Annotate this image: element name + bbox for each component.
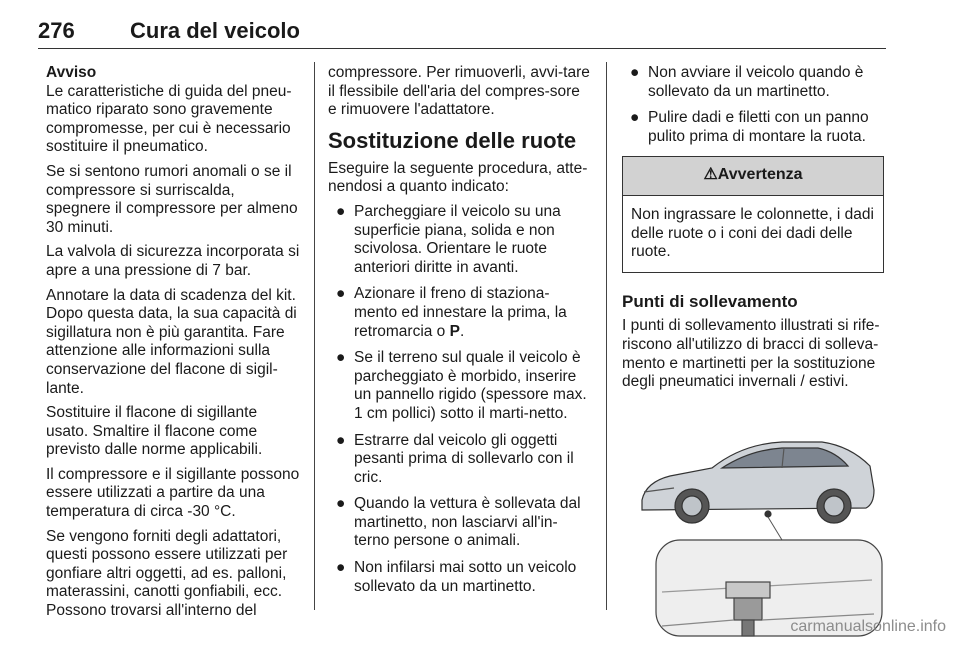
paragraph: Il compressore e il sigillante possono essere utilizzati a partire da una temperatura di circa -30 °C. (46, 465, 300, 521)
bullet-icon: ● (336, 285, 346, 303)
bullet-icon: ● (336, 495, 346, 513)
car-lifting-illustration (622, 422, 884, 640)
paragraph: La valvola di sicurezza incorporata si apre a una pressione di 7 bar. (46, 243, 300, 279)
list-item: ● Parcheggiare il veicolo su una superficie piana, solida e non scivolosa. Orientare le ruote anteriori diritte in avanti. (336, 202, 561, 276)
bullet-icon: ● (630, 64, 640, 81)
page-header (38, 18, 886, 50)
section-title: Cura del veicolo (130, 18, 300, 43)
bullet-icon: ● (336, 349, 346, 367)
list-item: ● Pulire dadi e filetti con un panno pulito prima di montare la ruota. (630, 109, 869, 145)
list-item: ● Azionare il freno di staziona-mento ed innestare la prima, la retromarcia o P. (336, 285, 567, 340)
warning-title: ⚠Avvertenza (623, 157, 883, 196)
gear-letter: P (449, 322, 460, 340)
notice-heading: Avviso (46, 64, 97, 81)
column-divider-2 (606, 62, 607, 610)
bullet-icon: ● (336, 559, 346, 577)
procedure-list-continued (622, 64, 884, 146)
warning-box (622, 156, 884, 272)
paragraph: Se vengono forniti degli adattatori, questi possono essere utilizzati per gonfiare altri oggetti, ad es. palloni, materassini, canotti gonfiabili, ecc. Possono trovarsi all'interno del (46, 527, 288, 620)
paragraph: Sostituire il flacone di sigillante usato. Smaltire il flacone come previsto dalle norme applicabili. (46, 404, 263, 459)
header-rule (38, 48, 886, 49)
paragraph: Se si sentono rumori anomali o se il compressore si surriscalda, spegnere il compressore per almeno 30 minuti. (46, 162, 298, 236)
section-heading: Sostituzione delle ruote (328, 127, 577, 153)
procedure-list (328, 203, 590, 596)
lead-paragraph: Eseguire la seguente procedura, atte-nendosi a quanto indicato: (328, 159, 588, 196)
watermark: carmanualsonline.info (790, 618, 946, 635)
list-item: ● Estrarre dal veicolo gli oggetti pesanti prima di sollevarlo con il cric. (336, 431, 574, 486)
page-number: 276 (38, 18, 75, 43)
column-2 (328, 64, 590, 604)
paragraph: Le caratteristiche di guida del pneu-matico riparato sono gravemente compromesse, per cui è necessario sostituire il pneumatico. (46, 82, 292, 156)
column-divider-1 (314, 62, 315, 610)
paragraph: compressore. Per rimuoverli, avvi-tare il flessibile dell'aria del compres-sore e rimuovere l'adattatore. (328, 64, 590, 119)
list-item: ● Se il terreno sul quale il veicolo è parcheggiato è morbido, inserire un pannello rigido (spessore max. 1 cm pollici) sotto il marti-netto. (336, 349, 587, 422)
car-icon (642, 442, 874, 523)
paragraph: I punti di sollevamento illustrati si rife-riscono all'utilizzo di bracci di solleva-mento e martinetti per la sostituzione degli pneumatici invernali / estivi. (622, 317, 880, 391)
list-item: ● Quando la vettura è sollevata dal martinetto, non lasciarvi all'in-terno persone o animali. (336, 495, 581, 550)
column-1 (46, 64, 302, 627)
list-item: ● Non infilarsi mai sotto un veicolo sollevato da un martinetto. (336, 559, 577, 595)
paragraph: Annotare la data di scadenza del kit. Dopo questa data, la sua capacità di sigillatura non è più garantita. Fare attenzione alle informazioni sulla conservazione del flacone di sigil-lante. (46, 286, 297, 397)
bullet-icon: ● (336, 431, 346, 449)
column-3 (622, 64, 884, 645)
subheading: Punti di sollevamento (622, 291, 798, 311)
bullet-icon: ● (630, 109, 640, 127)
bullet-icon: ● (336, 202, 346, 220)
warning-icon: ⚠ (703, 166, 718, 184)
list-item: ● Non avviare il veicolo quando è sollevato da un martinetto. (630, 64, 864, 100)
warning-text: Non ingrassare le colonnette, i dadi delle ruote o i coni dei dadi delle ruote. (631, 205, 874, 261)
